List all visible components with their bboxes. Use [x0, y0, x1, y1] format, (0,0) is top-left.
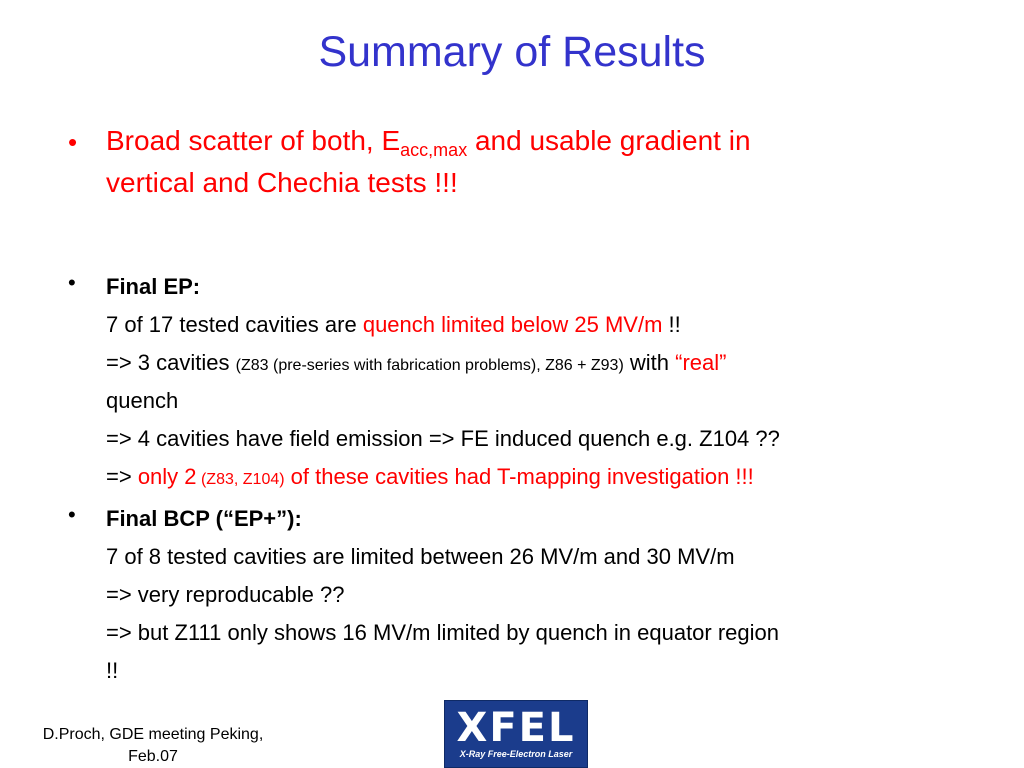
final-ep-line1-highlight: quench limited below 25 MV/m — [362, 312, 663, 337]
final-bcp-lines — [106, 500, 1006, 690]
final-bcp-line2: => very reproducable ?? — [106, 582, 345, 607]
bullet1-part1: Broad scatter of both, E — [106, 125, 401, 156]
final-ep-line2-cavities: (Z83 (pre-series with fabrication problems), Z86 + Z93) — [235, 357, 624, 374]
final-ep-line1 — [106, 306, 1006, 344]
final-bcp-line4: !! — [106, 658, 119, 683]
final-ep-line2-real: “real” — [675, 350, 727, 375]
final-ep-line5-d: of these cavities had T-mapping investigation !!! — [284, 464, 754, 489]
bullet-text — [106, 120, 986, 204]
footer-credit — [8, 724, 298, 768]
final-ep-heading: Final EP: — [106, 274, 201, 299]
footer-line1: D.Proch, GDE meeting Peking, — [42, 726, 264, 743]
final-bcp-heading: Final BCP (“EP+”): — [106, 506, 302, 531]
final-ep-lines — [106, 268, 1006, 496]
final-ep-line5-a: => — [106, 464, 138, 489]
xfel-logo — [444, 700, 588, 768]
final-ep-line2-a: => 3 cavities — [106, 350, 236, 375]
final-ep-line5-only2: only 2 — [137, 464, 197, 489]
slide-title: Summary of Results — [318, 28, 706, 76]
bullet-dot: • — [68, 127, 78, 157]
final-bcp-line1: 7 of 8 tested cavities are limited between 26 MV/m and 30 MV/m — [106, 544, 735, 569]
footer-line2: Feb.07 — [128, 748, 178, 765]
final-ep-line2 — [106, 344, 1006, 382]
bullet1-line2: vertical and Chechia tests !!! — [106, 167, 458, 198]
final-ep-line5 — [106, 458, 1006, 496]
bullet-dot: • — [68, 270, 76, 295]
final-ep-line1-c: !! — [662, 312, 681, 337]
final-ep-line3: quench — [106, 388, 179, 413]
final-ep-line2-c: with — [623, 350, 676, 375]
final-ep-line5-cavities: (Z83, Z104) — [196, 471, 285, 488]
final-ep-line1-a: 7 of 17 tested cavities are — [106, 312, 363, 337]
final-ep-line4: => 4 cavities have field emission => FE induced quench e.g. Z104 ?? — [106, 426, 780, 451]
xfel-logo-tagline: X-Ray Free-Electron Laser — [459, 749, 573, 759]
final-bcp-line3: => but Z111 only shows 16 MV/m limited by quench in equator region — [106, 620, 780, 645]
xfel-logo-word: XFEL — [456, 705, 576, 751]
bullet1-subscript: acc,max — [400, 140, 468, 160]
bullet1-part2: and usable gradient in — [467, 125, 751, 156]
bullet-dot: • — [68, 502, 76, 527]
